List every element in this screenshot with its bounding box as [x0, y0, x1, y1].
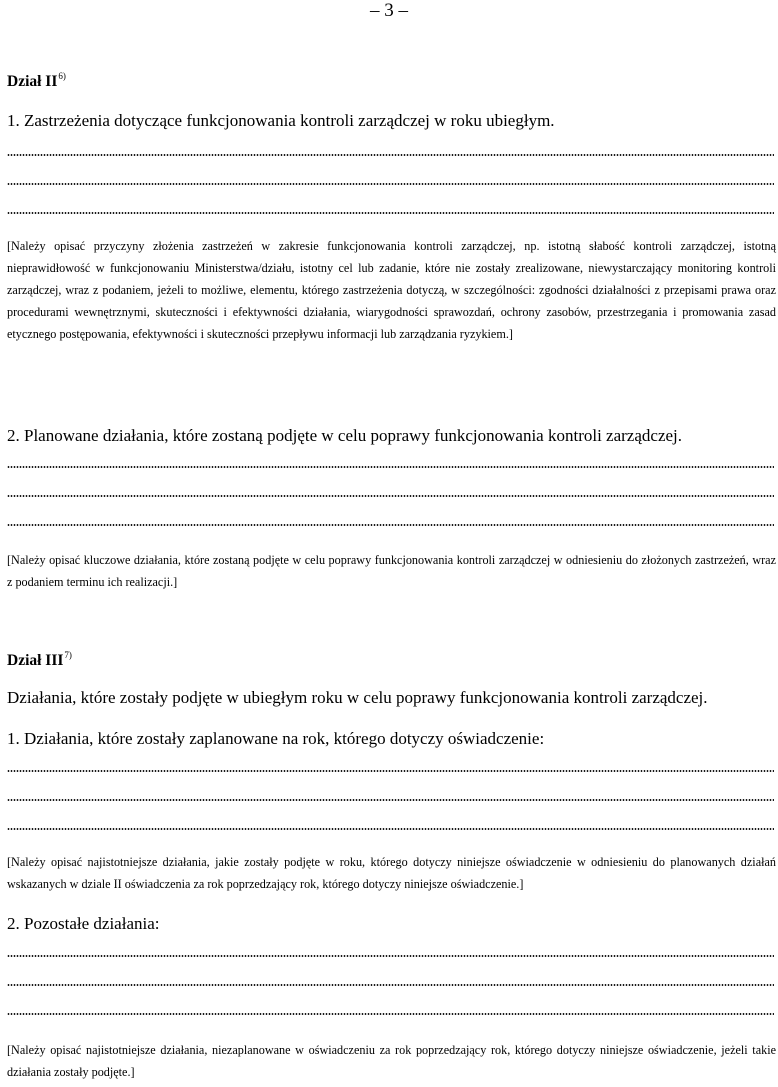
section-heading-dzial-2 [7, 71, 66, 91]
fill-in-line [7, 524, 774, 526]
instruction-note: [Należy opisać przyczyny złożenia zastrzeżeń w zakresie funkcjonowania kontroli zarządczej, np. istotną słabość kontroli zarządczej, istotną nieprawidłowość w funkcjonowaniu Ministerstwa/działu, istotny cel lub zadanie, które nie zostały zrealizowane, niewystarczający monitoring kontroli zarządczej, wraz z podaniem, jeżeli to możliwe, elementu, którego zastrzeżenia dotyczą, w szczególności: zgodności działalności z przepisami prawa oraz procedurami wewnętrznymi, skuteczności i efektywności działania, wiarygodności sprawozdań, ochrony zasobów, przestrzegania i promowania zasad etycznego postępowania, efektywności i skuteczności przepływu informacji lub zarządzania ryzykiem.] [7, 239, 776, 341]
item-1-title: 1. Zastrzeżenia dotyczące funkcjonowania kontroli zarządczej w roku ubiegłym. [7, 111, 555, 130]
page-number: – 3 – [370, 0, 408, 21]
instruction-note: [Należy opisać kluczowe działania, które zostaną podjęte w celu poprawy funkcjonowania kontroli zarządczej w odniesieniu do złożonych zastrzeżeń, wraz z podaniem terminu ich realizacji.] [7, 553, 776, 589]
section-heading-text: Dział II [7, 73, 58, 90]
fill-in-line [7, 770, 774, 772]
section-intro: Działania, które zostały podjęte w ubiegłym roku w celu poprawy funkcjonowania kontroli zarządczej. [7, 688, 708, 707]
item-2-title: 2. Planowane działania, które zostaną podjęte w celu poprawy funkcjonowania kontroli zarządczej. [7, 426, 683, 445]
instruction-note: [Należy opisać najistotniejsze działania, jakie zostały podjęte w roku, którego dotyczy niniejsze oświadczenie w odniesieniu do planowanych działań wskazanych w dziale II oświadczenia za rok poprzedzający rok, którego dotyczy niniejsze oświadczenie.] [7, 855, 776, 891]
fill-in-line [7, 1013, 774, 1015]
section-heading-dzial-3 [7, 650, 72, 670]
fill-in-line [7, 466, 774, 468]
footnote-marker: 7) [64, 650, 72, 660]
fill-in-line [7, 154, 774, 156]
fill-in-line [7, 183, 774, 185]
fill-in-line [7, 212, 774, 214]
section-heading-text: Dział III [7, 652, 64, 669]
fill-in-line [7, 495, 774, 497]
fill-in-line [7, 799, 774, 801]
fill-in-line [7, 828, 774, 830]
footnote-marker: 6) [58, 71, 66, 81]
fill-in-line [7, 955, 774, 957]
instruction-note: [Należy opisać najistotniejsze działania, niezaplanowane w oświadczeniu za rok poprzedzający rok, którego dotyczy niniejsze oświadczenie, jeżeli takie działania zostały podjęte.] [7, 1043, 776, 1079]
fill-in-line [7, 984, 774, 986]
item-1-title: 1. Działania, które zostały zaplanowane na rok, którego dotyczy oświadczenie: [7, 729, 545, 748]
item-2-title: 2. Pozostałe działania: [7, 914, 160, 933]
